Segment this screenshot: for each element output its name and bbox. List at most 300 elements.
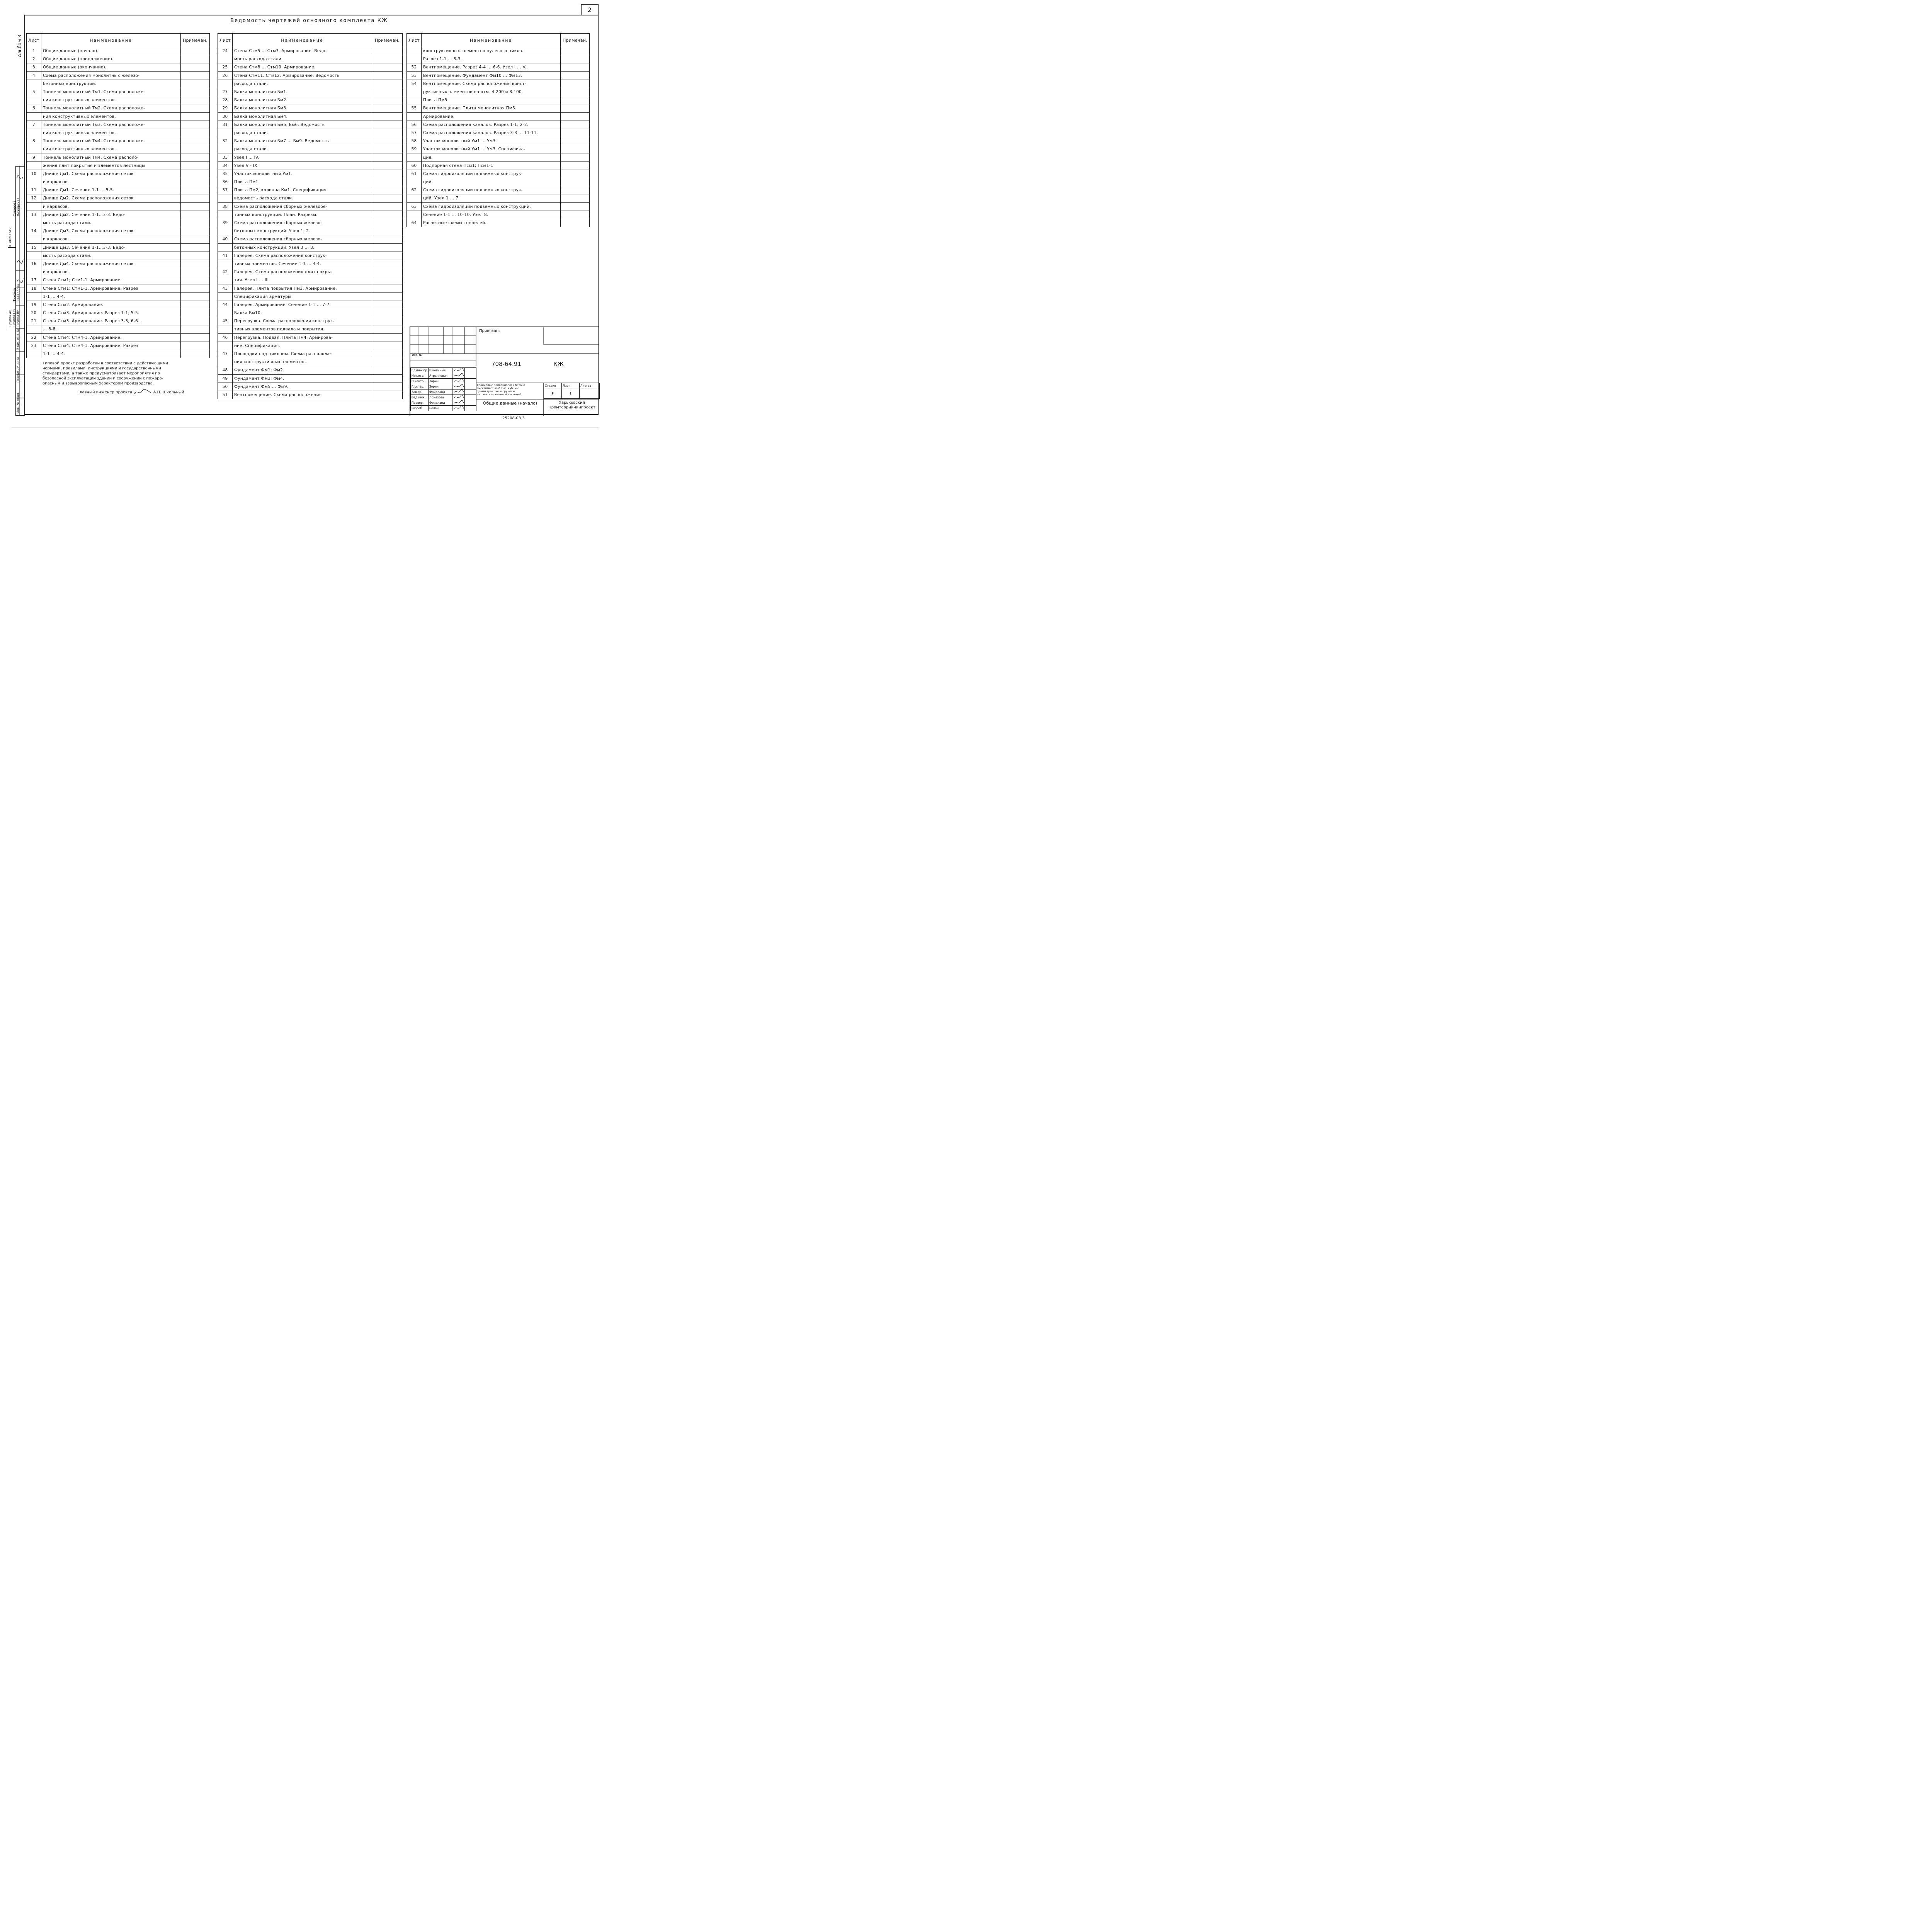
sheet-note	[372, 374, 403, 383]
sheet-value: 1	[562, 388, 580, 399]
table-row	[218, 260, 403, 268]
table-row	[27, 96, 210, 104]
side-label-original: Инв. № подл.	[16, 392, 20, 413]
sheet-number: 5	[27, 88, 41, 96]
table-row	[27, 129, 210, 137]
table-row	[218, 276, 403, 284]
sheet-note	[181, 80, 210, 88]
sheet-name: Участок монолитный Ум1.	[233, 170, 372, 178]
inventory-label: Инв. №	[412, 354, 422, 357]
table-row	[218, 350, 403, 358]
sheet-name: Тоннель монолитный Тм1. Схема расположе-	[41, 88, 181, 96]
staff-signature	[452, 368, 465, 373]
register-table-2	[218, 33, 403, 399]
sheet-name: Вентпомещение. Разрез 4-4 ... 6-6. Узел I ... V.	[422, 63, 561, 71]
sheet-note	[181, 178, 210, 186]
staff-name: Зорин	[429, 379, 452, 384]
table-row	[27, 260, 210, 268]
sheet-number: 60	[407, 162, 422, 170]
sheet-number	[27, 219, 41, 227]
sheet-name: Стена Стм3. Армирование. Разрез 1-1; 5-5.	[41, 309, 181, 317]
sheet-note	[372, 55, 403, 63]
table-row	[407, 121, 590, 129]
sheet-name: Днище Дм1. Сечение 1-1 ... 5-5.	[41, 186, 181, 194]
table-row	[218, 194, 403, 202]
staff-row	[411, 384, 476, 389]
sheet-number	[218, 227, 233, 235]
column-header-note: Примечан.	[372, 34, 403, 47]
sheet-name: Стена Стм5 ... Стм7. Армирование. Ведо-	[233, 47, 372, 55]
side-label-signature: Подпись и дата	[16, 357, 20, 383]
note-line: нормами, правилами, инструкциями и государственными	[43, 366, 161, 371]
sheet-note	[561, 71, 590, 80]
sheet-name: и каркасов.	[41, 178, 181, 186]
table-row	[218, 170, 403, 178]
table-row	[407, 145, 590, 153]
table-row	[218, 121, 403, 129]
table-row	[27, 162, 210, 170]
sheet-name: ния конструктивных элементов.	[41, 96, 181, 104]
sheet-number	[27, 112, 41, 121]
sheet-note	[561, 63, 590, 71]
sheet-number: 55	[407, 104, 422, 112]
sheet-number: 14	[27, 227, 41, 235]
sheet-number: 54	[407, 80, 422, 88]
staff-date	[465, 379, 476, 384]
table-row	[27, 293, 210, 301]
sheet-note	[561, 104, 590, 112]
sheet-note	[372, 260, 403, 268]
table-row	[218, 186, 403, 194]
sheet-note	[181, 350, 210, 358]
sheet-number: 48	[218, 366, 233, 374]
sheet-number: 9	[27, 153, 41, 162]
table-row	[27, 211, 210, 219]
sheet-number	[27, 202, 41, 211]
sheet-name: тивных элементов. Сечение 1-1 ... 4-4.	[233, 260, 372, 268]
sheet-note	[372, 391, 403, 399]
sheet-name: Вентпомещение. Схема расположения конст-	[422, 80, 561, 88]
sheet-note	[372, 342, 403, 350]
sheet-note	[561, 162, 590, 170]
sheet-name: ... 8-8.	[41, 325, 181, 333]
register-table-1	[26, 33, 210, 358]
staff-role: Нач.отд.	[411, 373, 429, 379]
sheet-number	[218, 80, 233, 88]
sheet-note	[372, 104, 403, 112]
sheet-note	[372, 227, 403, 235]
table-row	[27, 268, 210, 276]
organization	[545, 401, 599, 410]
note-line: опасным и взрывоопасным характером производства.	[43, 381, 154, 386]
sheet-number	[218, 342, 233, 350]
side-name: Тихонов	[13, 288, 16, 301]
sheet-name: Схема расположения каналов. Разрез 3-3 ... 11-11.	[422, 129, 561, 137]
sheet-note	[181, 153, 210, 162]
sheet-name: мость расхода стали.	[41, 252, 181, 260]
sheet-name: тия. Узел I ... III.	[233, 276, 372, 284]
column-header-sheet: Лист	[218, 34, 233, 47]
staff-role: Гл.инж.пр.	[411, 368, 429, 373]
table-row	[27, 104, 210, 112]
table-row	[27, 325, 210, 333]
staff-row	[411, 373, 476, 379]
sheet-number: 6	[27, 104, 41, 112]
sheet-number: 31	[218, 121, 233, 129]
table-row	[27, 170, 210, 178]
object-line: вместимостью 6 тыс. куб. м с	[477, 387, 519, 390]
table-row	[218, 178, 403, 186]
sheet-note	[372, 366, 403, 374]
staff-row	[411, 400, 476, 406]
sheet-number: 16	[27, 260, 41, 268]
sheet-note	[372, 178, 403, 186]
sheet-number	[27, 268, 41, 276]
table-row	[218, 137, 403, 145]
sheet-name: ние. Спецификация.	[233, 342, 372, 350]
sheet-note	[372, 383, 403, 391]
table-row	[27, 186, 210, 194]
sheet-name: тонных конструкций. План. Разрезы.	[233, 211, 372, 219]
table-row	[27, 219, 210, 227]
sheet-note	[561, 186, 590, 194]
staff-role: Гл.спец.	[411, 384, 429, 389]
side-top-label: ПТиНИП отк	[9, 227, 12, 247]
note-line: стандартами, а также предусматривает мероприятия по	[43, 371, 160, 376]
object-name	[477, 384, 543, 396]
sheet-number	[27, 325, 41, 333]
sheet-note	[181, 170, 210, 178]
sheet-note	[181, 63, 210, 71]
sheet-name: Стена Стм4; Стм4-1. Армирование.	[41, 333, 181, 342]
document-title: Ведомость чертежей основного комплекта КЖ	[230, 18, 388, 24]
staff-name: Зорин	[429, 384, 452, 389]
sheet-name: Балка монолитная Бм7 ... Бм9. Ведомость	[233, 137, 372, 145]
table-row	[407, 129, 590, 137]
sheet-note	[372, 129, 403, 137]
sheet-note	[181, 227, 210, 235]
sheet-name: Днище Дм3. Схема расположения сеток	[41, 227, 181, 235]
table-row	[218, 252, 403, 260]
sheet-number: 21	[27, 317, 41, 325]
sheet-name: Балка Бм10.	[233, 309, 372, 317]
sheet-name: ций. Узел 1 ... 7.	[422, 194, 561, 202]
sheet-number: 8	[27, 137, 41, 145]
sheet-number: 32	[218, 137, 233, 145]
sheet-number: 29	[218, 104, 233, 112]
sheet-name: Разрез 1-1 ... 3-3.	[422, 55, 561, 63]
sheet-name: ния конструктивных элементов.	[41, 145, 181, 153]
sheet-name: Общие данные (окончание).	[41, 63, 181, 71]
sheet-name: Балка монолитная Бм5, Бм6. Ведомость	[233, 121, 372, 129]
signature-title: Главный инженер проекта	[77, 390, 133, 395]
table-row	[218, 63, 403, 71]
sheet-name: Стена Стм4; Стм4-1. Армирование. Разрез	[41, 342, 181, 350]
table-row	[218, 47, 403, 55]
sheet-note	[372, 333, 403, 342]
sheet-number: 38	[218, 202, 233, 211]
staff-name: Фридланд	[429, 400, 452, 406]
sheet-note	[372, 276, 403, 284]
sheet-number: 27	[218, 88, 233, 96]
sheet-number: 3	[27, 63, 41, 71]
side-group-vk: Группа ВК	[16, 310, 20, 327]
sheet-note	[561, 202, 590, 211]
sheet-note	[372, 202, 403, 211]
sheet-number	[407, 96, 422, 104]
sheet-note	[561, 80, 590, 88]
sheet-number: 30	[218, 112, 233, 121]
table-row	[407, 55, 590, 63]
column-header-note: Примечан.	[181, 34, 210, 47]
sheet-note	[372, 284, 403, 293]
sheet-name: Тоннель монолитный Тм4. Схема расположе-	[41, 137, 181, 145]
sheet-number	[218, 145, 233, 153]
sheet-note	[181, 121, 210, 129]
sheet-note	[372, 301, 403, 309]
side-group-ov: Группа ОВ	[12, 309, 16, 327]
title-block	[410, 327, 599, 416]
sheet-note	[181, 325, 210, 333]
sheet-note	[181, 235, 210, 243]
sheet-number	[407, 211, 422, 219]
table-row	[218, 219, 403, 227]
sheet-note	[181, 260, 210, 268]
sheet-number: 50	[218, 383, 233, 391]
staff-date	[465, 373, 476, 379]
table-row	[218, 88, 403, 96]
table-row	[407, 178, 590, 186]
table-row	[27, 80, 210, 88]
table-row	[218, 55, 403, 63]
sheet-note	[372, 145, 403, 153]
sheet-name: Днище Дм3. Сечение 1-1...3-3. Ведо-	[41, 243, 181, 252]
sheet-number	[27, 350, 41, 358]
column-header-name: Наименование	[233, 34, 372, 47]
sheet-number: 2	[27, 55, 41, 63]
table-row	[27, 63, 210, 71]
table-row	[27, 342, 210, 350]
sheet-number: 61	[407, 170, 422, 178]
table-row	[407, 88, 590, 96]
sheet-name: Перегрузка. Схема расположения конструк-	[233, 317, 372, 325]
sheet-number: 56	[407, 121, 422, 129]
sheet-name: ния конструктивных элементов.	[233, 358, 372, 366]
table-row	[407, 80, 590, 88]
sheet-number	[407, 112, 422, 121]
sheet-number	[27, 293, 41, 301]
sheet-note	[372, 235, 403, 243]
sheet-note	[561, 47, 590, 55]
sheet-number: 15	[27, 243, 41, 252]
table-row	[27, 194, 210, 202]
table-row	[407, 153, 590, 162]
sheet-note	[181, 96, 210, 104]
organization-line: Промтеорийниипроект	[548, 405, 595, 410]
sheet-number: 49	[218, 374, 233, 383]
sheet-name: Схема расположения монолитных железо-	[41, 71, 181, 80]
sheet-name: Тоннель монолитный Тм3. Схема расположе-	[41, 121, 181, 129]
table-row	[27, 276, 210, 284]
sheet-name: бетонных конструкций. Узел 3 ... 8.	[233, 243, 372, 252]
sheets-header: Листов	[580, 383, 600, 388]
table-row	[218, 96, 403, 104]
sheet-name: Фундамент Фм1; Фм2.	[233, 366, 372, 374]
table-row	[27, 47, 210, 55]
staff-table	[410, 367, 476, 411]
table-row	[218, 309, 403, 317]
table-row	[27, 333, 210, 342]
sheet-name: Перегрузка. Подвал. Плита Пм4. Армирова-	[233, 333, 372, 342]
sheet-name: мость расхода стали.	[41, 219, 181, 227]
sheet-note	[372, 325, 403, 333]
sheet-name: Общие данные (начало).	[41, 47, 181, 55]
sheet-number	[218, 260, 233, 268]
sheet-name: Балка монолитная Бм4.	[233, 112, 372, 121]
album-label: Альбом 3	[17, 34, 22, 57]
sheet-number	[218, 358, 233, 366]
sheet-number	[218, 243, 233, 252]
staff-name: Фридланд	[429, 389, 452, 395]
sheet-number: 19	[27, 301, 41, 309]
sheet-note	[181, 268, 210, 276]
sheet-note	[181, 342, 210, 350]
sheet-number	[218, 325, 233, 333]
table-row	[27, 284, 210, 293]
staff-signature	[452, 406, 465, 411]
sheet-number: 58	[407, 137, 422, 145]
table-row	[218, 112, 403, 121]
sheet-name: Стена Стм8 ... Стм10. Армирование.	[233, 63, 372, 71]
sheet-note	[372, 170, 403, 178]
sheet-name: конструктивных элементов нулевого цикла.	[422, 47, 561, 55]
sheet-number	[407, 153, 422, 162]
sheet-note	[181, 252, 210, 260]
sheets-value	[580, 388, 600, 399]
sheet-note	[181, 276, 210, 284]
table-row	[27, 153, 210, 162]
sheet-note	[181, 333, 210, 342]
sheet-number: 34	[218, 162, 233, 170]
sheet-note	[372, 211, 403, 219]
sheet-name: жения плит покрытия и элементов лестницы	[41, 162, 181, 170]
stage-header: Стадия	[544, 383, 562, 388]
sheet-number: 40	[218, 235, 233, 243]
sheet-number: 7	[27, 121, 41, 129]
sheet-note	[181, 301, 210, 309]
sheet-note	[181, 55, 210, 63]
staff-signature	[452, 384, 465, 389]
sheet-number: 41	[218, 252, 233, 260]
sheet-note	[372, 350, 403, 358]
project-code: 708-64.91	[492, 361, 521, 367]
table-row	[407, 194, 590, 202]
sheet-name: Схема гидроизоляции подземных конструк-	[422, 170, 561, 178]
table-row	[218, 358, 403, 366]
sheet-note	[181, 211, 210, 219]
staff-signature	[452, 379, 465, 384]
sheet-number: 37	[218, 186, 233, 194]
table-row	[218, 391, 403, 399]
sheet-number: 47	[218, 350, 233, 358]
sheet-note	[561, 145, 590, 153]
sheet-note	[181, 137, 210, 145]
table-row	[407, 63, 590, 71]
staff-role: Разраб.	[411, 406, 429, 411]
sheet-name: Тоннель монолитный Тм2. Схема расположе-	[41, 104, 181, 112]
table-row	[218, 71, 403, 80]
sheet-note	[372, 317, 403, 325]
sheet-name: расхода стали.	[233, 145, 372, 153]
sheet-name: Днище Дм4. Схема расположения сеток	[41, 260, 181, 268]
sheet-number	[27, 80, 41, 88]
sheet-number	[407, 178, 422, 186]
sheet-note	[372, 268, 403, 276]
staff-row	[411, 389, 476, 395]
table-row	[27, 235, 210, 243]
sheet-number	[27, 129, 41, 137]
staff-row	[411, 368, 476, 373]
table-row	[27, 112, 210, 121]
sheet-number: 23	[27, 342, 41, 350]
table-row	[218, 145, 403, 153]
column-header-sheet: Лист	[407, 34, 422, 47]
handwritten-signature	[133, 389, 152, 395]
sheet-note	[372, 47, 403, 55]
sheet-note	[181, 104, 210, 112]
sheet-number: 63	[407, 202, 422, 211]
sheet-name: Схема расположения каналов. Разрез 1-1; 2-2.	[422, 121, 561, 129]
table-row	[27, 243, 210, 252]
staff-date	[465, 368, 476, 373]
side-label-replaces: Взам. инв. №	[16, 328, 20, 350]
sheet-name: Фундамент Фм5 ... Фм9.	[233, 383, 372, 391]
table-row	[27, 55, 210, 63]
sheet-number: 11	[27, 186, 41, 194]
sheet-name: Днище Дм2. Сечение 1-1...3-3. Ведо-	[41, 211, 181, 219]
sheet-name: Стена Стм1; Стм1-1. Армирование.	[41, 276, 181, 284]
sheet-name: Стена Стм1; Стм1-1. Армирование. Разрез	[41, 284, 181, 293]
page-number-box	[581, 4, 599, 15]
side-name: Сидорова	[13, 201, 16, 216]
sheet-name: руктивных элементов на отм. 4.200 и 8.100.	[422, 88, 561, 96]
sheet-number	[407, 47, 422, 55]
sheet-name: Плита Пм2, колонна Км1. Спецификация,	[233, 186, 372, 194]
sheet-name: Схема расположения сборных железо-	[233, 235, 372, 243]
table-row	[218, 268, 403, 276]
staff-signature	[452, 389, 465, 395]
note-line: Типовой проект разработан в соответствии с действующими	[43, 361, 168, 366]
sheet-name: Галерея. Схема расположения плит покры-	[233, 268, 372, 276]
table-row	[218, 104, 403, 112]
sheet-name: 1-1 ... 4-4.	[41, 293, 181, 301]
staff-name: Ломазова	[429, 395, 452, 400]
sheet-name: Армирование.	[422, 112, 561, 121]
table-row	[218, 374, 403, 383]
sheet-number	[218, 309, 233, 317]
sheet-name: ций.	[422, 178, 561, 186]
table-row	[27, 227, 210, 235]
sheet-name: Вентпомещение. Схема расположения	[233, 391, 372, 399]
document-name: Общие данные (начало)	[483, 401, 537, 406]
table-row	[27, 301, 210, 309]
table-row	[218, 211, 403, 219]
sheet-number: 4	[27, 71, 41, 80]
sheet-name: ния конструктивных элементов.	[41, 112, 181, 121]
sheet-note	[561, 178, 590, 186]
staff-role: Вед.инж.	[411, 395, 429, 400]
table-row	[27, 137, 210, 145]
